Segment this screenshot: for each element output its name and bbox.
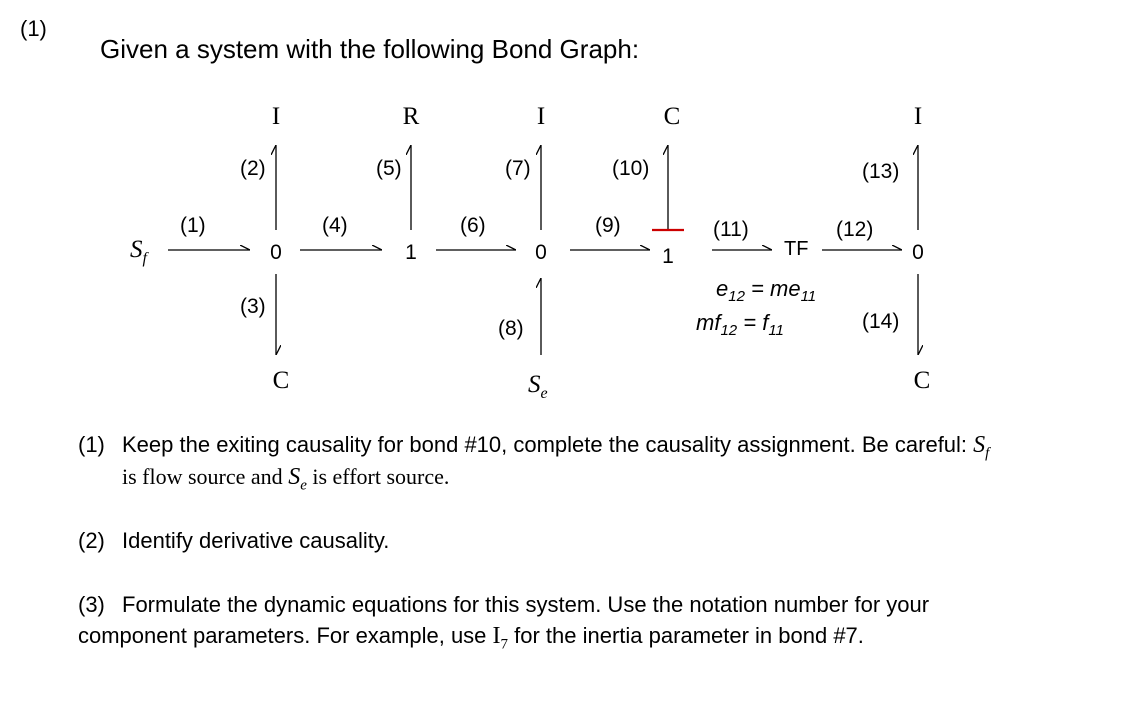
junction-1-d: 1 bbox=[662, 245, 674, 268]
element-C-bond-10: C bbox=[663, 103, 681, 130]
bond-label-3: (3) bbox=[240, 295, 266, 318]
question-2-text: Identify derivative causality. bbox=[122, 528, 390, 553]
transformer-TF: TF bbox=[784, 238, 809, 260]
question-2-number: (2) bbox=[78, 528, 105, 553]
bond-label-10: (10) bbox=[612, 157, 650, 180]
question-3-line-2: component parameters. For example, use $I_7$ for the inertia parameter in bond #7. bbox=[78, 623, 864, 653]
question-1-line-2: is flow source and $S_e$ is effort source. bbox=[122, 464, 450, 494]
junction-0-a: 0 bbox=[270, 241, 282, 264]
element-I-bond-13: I bbox=[913, 103, 923, 130]
junction-0-e: 0 bbox=[912, 241, 924, 264]
bond-label-4: (4) bbox=[322, 214, 348, 237]
effort-source-Se: $S_e$ bbox=[528, 371, 548, 402]
question-1-number: (1) bbox=[78, 432, 105, 457]
bond-label-9: (9) bbox=[595, 214, 621, 237]
element-R-bond-5: R bbox=[402, 103, 420, 130]
bond-label-8: (8) bbox=[498, 317, 524, 340]
question-3-number: (3) bbox=[78, 592, 105, 617]
bond-label-7: (7) bbox=[505, 157, 531, 180]
bond-label-14: (14) bbox=[862, 310, 900, 333]
bond-label-1: (1) bbox=[180, 214, 206, 237]
bond-label-6: (6) bbox=[460, 214, 486, 237]
bond-label-12: (12) bbox=[836, 218, 874, 241]
junction-1-b: 1 bbox=[405, 241, 417, 264]
problem-intro: Given a system with the following Bond Graph: bbox=[100, 34, 640, 64]
question-3-line-1: Formulate the dynamic equations for this system. Use the notation number for your bbox=[122, 592, 930, 617]
flow-source-Sf: $S_f$ bbox=[130, 236, 147, 267]
element-I-bond-7: I bbox=[536, 103, 546, 130]
tf-equation-effort: $e_{12} = me_{11}$ bbox=[716, 276, 817, 305]
element-C-bond-3: C bbox=[272, 367, 290, 394]
junction-0-c: 0 bbox=[535, 241, 547, 264]
tf-equation-flow: $mf_{12} = f_{11}$ bbox=[696, 310, 784, 339]
bond-label-11: (11) bbox=[713, 218, 749, 241]
bond-label-13: (13) bbox=[862, 160, 900, 183]
element-I-bond-2: I bbox=[271, 103, 281, 130]
bond-label-2: (2) bbox=[240, 157, 266, 180]
problem-number: (1) bbox=[20, 16, 47, 41]
bond-label-5: (5) bbox=[376, 157, 402, 180]
element-C-bond-14: C bbox=[913, 367, 931, 394]
question-1-line-1: Keep the exiting causality for bond #10, complete the causality assignment. Be careful: $S_f$ bbox=[122, 432, 990, 462]
